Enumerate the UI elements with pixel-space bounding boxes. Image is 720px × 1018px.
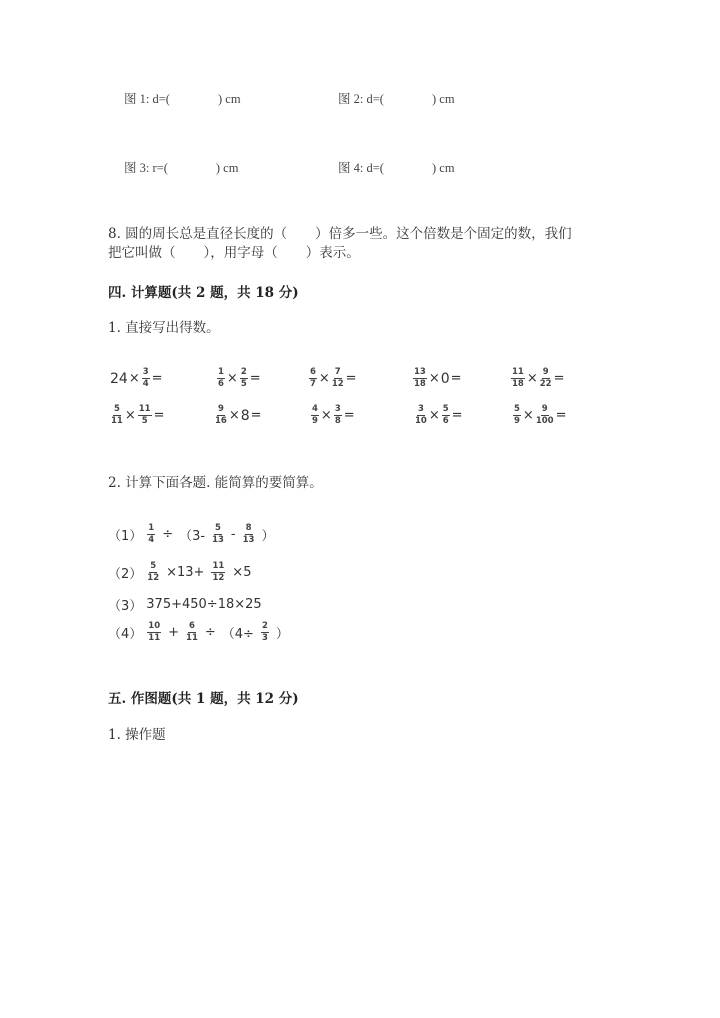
- numerator: 1: [218, 367, 224, 377]
- denominator: 6: [218, 379, 224, 389]
- open-paren: (: [165, 92, 170, 106]
- divide-sign: ÷: [162, 527, 174, 542]
- times-sign: ×: [228, 408, 240, 423]
- denominator: 18: [512, 379, 524, 389]
- section-5-q1-title: 1. 操作题: [108, 727, 166, 743]
- denominator: 4: [148, 535, 155, 545]
- denominator: 12: [212, 573, 225, 583]
- equals-sign: =: [153, 408, 165, 423]
- open-paren: (: [163, 161, 168, 175]
- fraction: [334, 405, 342, 426]
- close-paren: ): [215, 161, 221, 175]
- fraction: [513, 405, 521, 426]
- denominator: 8: [334, 416, 341, 426]
- question-8: [108, 225, 572, 263]
- numerator: 2: [240, 367, 247, 377]
- q2-problem-2: [108, 562, 251, 583]
- equals-sign: =: [250, 408, 262, 423]
- times-sign: ×: [124, 408, 136, 423]
- q2-problem-1: [108, 524, 274, 545]
- figure-4-answer: [338, 158, 455, 176]
- numerator: 1: [148, 523, 155, 533]
- open-paren: (: [379, 161, 384, 175]
- numerator: 5: [442, 404, 449, 414]
- denominator: 22: [539, 379, 552, 389]
- denominator: 12: [147, 573, 160, 583]
- fraction: [332, 368, 344, 389]
- calc-item-2: [216, 368, 262, 389]
- denominator: 18: [414, 379, 426, 389]
- numerator: 13: [414, 367, 426, 377]
- numerator: 11: [512, 367, 524, 377]
- question-8-line-2: [108, 244, 572, 263]
- open-expr: （4÷: [221, 627, 254, 642]
- operand: 8: [240, 407, 250, 424]
- figure-2-answer: [338, 89, 455, 107]
- numerator: 3: [334, 404, 341, 414]
- times-sign: ×: [128, 371, 140, 386]
- equals-sign: =: [451, 408, 463, 423]
- fraction: [147, 524, 155, 545]
- numerator: 3: [142, 367, 149, 377]
- close-expr: ）: [275, 627, 289, 642]
- denominator: 13: [212, 535, 224, 545]
- divide-sign: ÷: [204, 625, 216, 640]
- denominator: 6: [442, 416, 449, 426]
- numerator: 6: [310, 367, 316, 377]
- figure-3-answer: [124, 158, 238, 176]
- denominator: 11: [111, 416, 123, 426]
- fraction: [217, 368, 225, 389]
- expression: 375+450÷18×25: [146, 597, 262, 612]
- fraction: [309, 368, 317, 389]
- fraction: [138, 405, 152, 426]
- numerator: 10: [148, 621, 161, 631]
- denominator: 9: [312, 416, 318, 426]
- q1-title: 1. 直接写出得数。: [108, 320, 220, 336]
- denominator: 11: [186, 633, 198, 643]
- expr-middle: ×13+: [166, 565, 205, 580]
- figure-var: d=: [152, 92, 166, 106]
- fraction: [147, 622, 161, 643]
- denominator: 11: [148, 633, 161, 643]
- numerator: 9: [217, 404, 224, 414]
- times-sign: ×: [428, 408, 440, 423]
- calc-item-3: [308, 368, 358, 389]
- equals-sign: =: [553, 371, 565, 386]
- denominator: 100: [535, 416, 554, 426]
- calc-item-1: [110, 368, 164, 389]
- calc-item-5: [510, 368, 566, 389]
- unit: cm: [225, 92, 241, 106]
- fraction: [186, 622, 198, 643]
- figure-label: 图 2:: [338, 92, 364, 106]
- denominator: 10: [415, 416, 427, 426]
- denominator: 4: [142, 379, 149, 389]
- q2-problem-3: [108, 595, 262, 614]
- numerator: 6: [188, 621, 195, 631]
- numerator: 11: [212, 561, 225, 571]
- fraction: [536, 405, 554, 426]
- problem-index: （2）: [108, 567, 143, 582]
- q2-title: 2. 计算下面各题. 能简算的要简算。: [108, 475, 323, 491]
- equals-sign: =: [450, 371, 462, 386]
- expr-end: ×5: [232, 565, 252, 580]
- denominator: 13: [242, 535, 255, 545]
- unit: cm: [439, 161, 455, 175]
- figure-var: r=: [152, 161, 164, 175]
- fraction: [142, 368, 150, 389]
- q8-text: 把它叫做（: [108, 245, 176, 261]
- fraction: [240, 368, 248, 389]
- times-sign: ×: [428, 371, 440, 386]
- open-expr: （3-: [179, 529, 206, 544]
- operand: 24: [110, 370, 128, 387]
- denominator: 9: [514, 416, 520, 426]
- close-expr: ）: [261, 529, 275, 544]
- calc-item-6: [110, 405, 166, 426]
- denominator: 5: [240, 379, 247, 389]
- calc-item-8: [310, 405, 356, 426]
- question-8-line-1: [108, 225, 572, 244]
- numerator: 8: [245, 523, 252, 533]
- calc-item-10: [512, 405, 567, 426]
- equals-sign: =: [343, 408, 355, 423]
- denominator: 3: [261, 633, 268, 643]
- equals-sign: =: [345, 371, 357, 386]
- figure-var: d=: [366, 92, 380, 106]
- fraction: [311, 405, 319, 426]
- fraction: [111, 405, 123, 426]
- calc-item-4: [412, 368, 463, 389]
- close-paren: ): [217, 92, 223, 106]
- fraction: [540, 368, 552, 389]
- q2-problem-4: [108, 622, 289, 643]
- numerator: 5: [150, 561, 157, 571]
- numerator: 5: [514, 404, 520, 414]
- section-4-heading: 四. 计算题(共 2 题，共 18 分): [108, 285, 299, 301]
- close-paren: ): [431, 92, 437, 106]
- fraction: [511, 368, 525, 389]
- times-sign: ×: [318, 371, 330, 386]
- times-sign: ×: [320, 408, 332, 423]
- times-sign: ×: [226, 371, 238, 386]
- equals-sign: =: [151, 371, 163, 386]
- calc-item-9: [414, 405, 464, 426]
- numerator: 9: [542, 367, 549, 377]
- fraction: [415, 405, 427, 426]
- problem-index: （1）: [108, 529, 143, 544]
- section-5-heading: 五. 作图题(共 1 题，共 12 分): [108, 691, 299, 707]
- q8-text: ）倍多一些。这个倍数是个固定的数，我们: [315, 226, 572, 242]
- q8-text: ）表示。: [305, 245, 360, 261]
- operand: 0: [440, 370, 450, 387]
- numerator: 5: [215, 523, 221, 533]
- unit: cm: [439, 92, 455, 106]
- fraction: [243, 524, 255, 545]
- fraction: [442, 405, 450, 426]
- denominator: 12: [331, 379, 344, 389]
- numerator: 11: [138, 404, 151, 414]
- q8-text: ），用字母（: [203, 245, 278, 261]
- minus-sign: -: [230, 527, 236, 542]
- close-paren: ): [431, 161, 437, 175]
- fraction: [413, 368, 427, 389]
- calc-item-7: [214, 405, 263, 426]
- q8-text: 8. 圆的周长总是直径长度的（: [108, 226, 288, 242]
- unit: cm: [223, 161, 239, 175]
- figure-var: d=: [366, 161, 380, 175]
- times-sign: ×: [522, 408, 534, 423]
- denominator: 5: [141, 416, 148, 426]
- equals-sign: =: [555, 408, 567, 423]
- equals-sign: =: [249, 371, 261, 386]
- denominator: 16: [215, 416, 227, 426]
- fraction: [212, 524, 224, 545]
- numerator: 9: [541, 404, 548, 414]
- numerator: 7: [334, 367, 341, 377]
- plus-sign: +: [168, 625, 180, 640]
- figure-label: 图 3:: [124, 161, 150, 175]
- fraction: [215, 405, 227, 426]
- figure-1-answer: [124, 89, 241, 107]
- fraction: [211, 562, 225, 583]
- denominator: 7: [310, 379, 316, 389]
- numerator: 3: [417, 404, 424, 414]
- open-paren: (: [379, 92, 384, 106]
- numerator: 5: [113, 404, 120, 414]
- numerator: 2: [261, 621, 268, 631]
- figure-label: 图 4:: [338, 161, 364, 175]
- figure-label: 图 1:: [124, 92, 150, 106]
- fraction: [261, 622, 269, 643]
- problem-index: （4）: [108, 627, 143, 642]
- problem-index: （3）: [108, 599, 143, 614]
- times-sign: ×: [526, 371, 538, 386]
- numerator: 4: [312, 404, 318, 414]
- fraction: [147, 562, 159, 583]
